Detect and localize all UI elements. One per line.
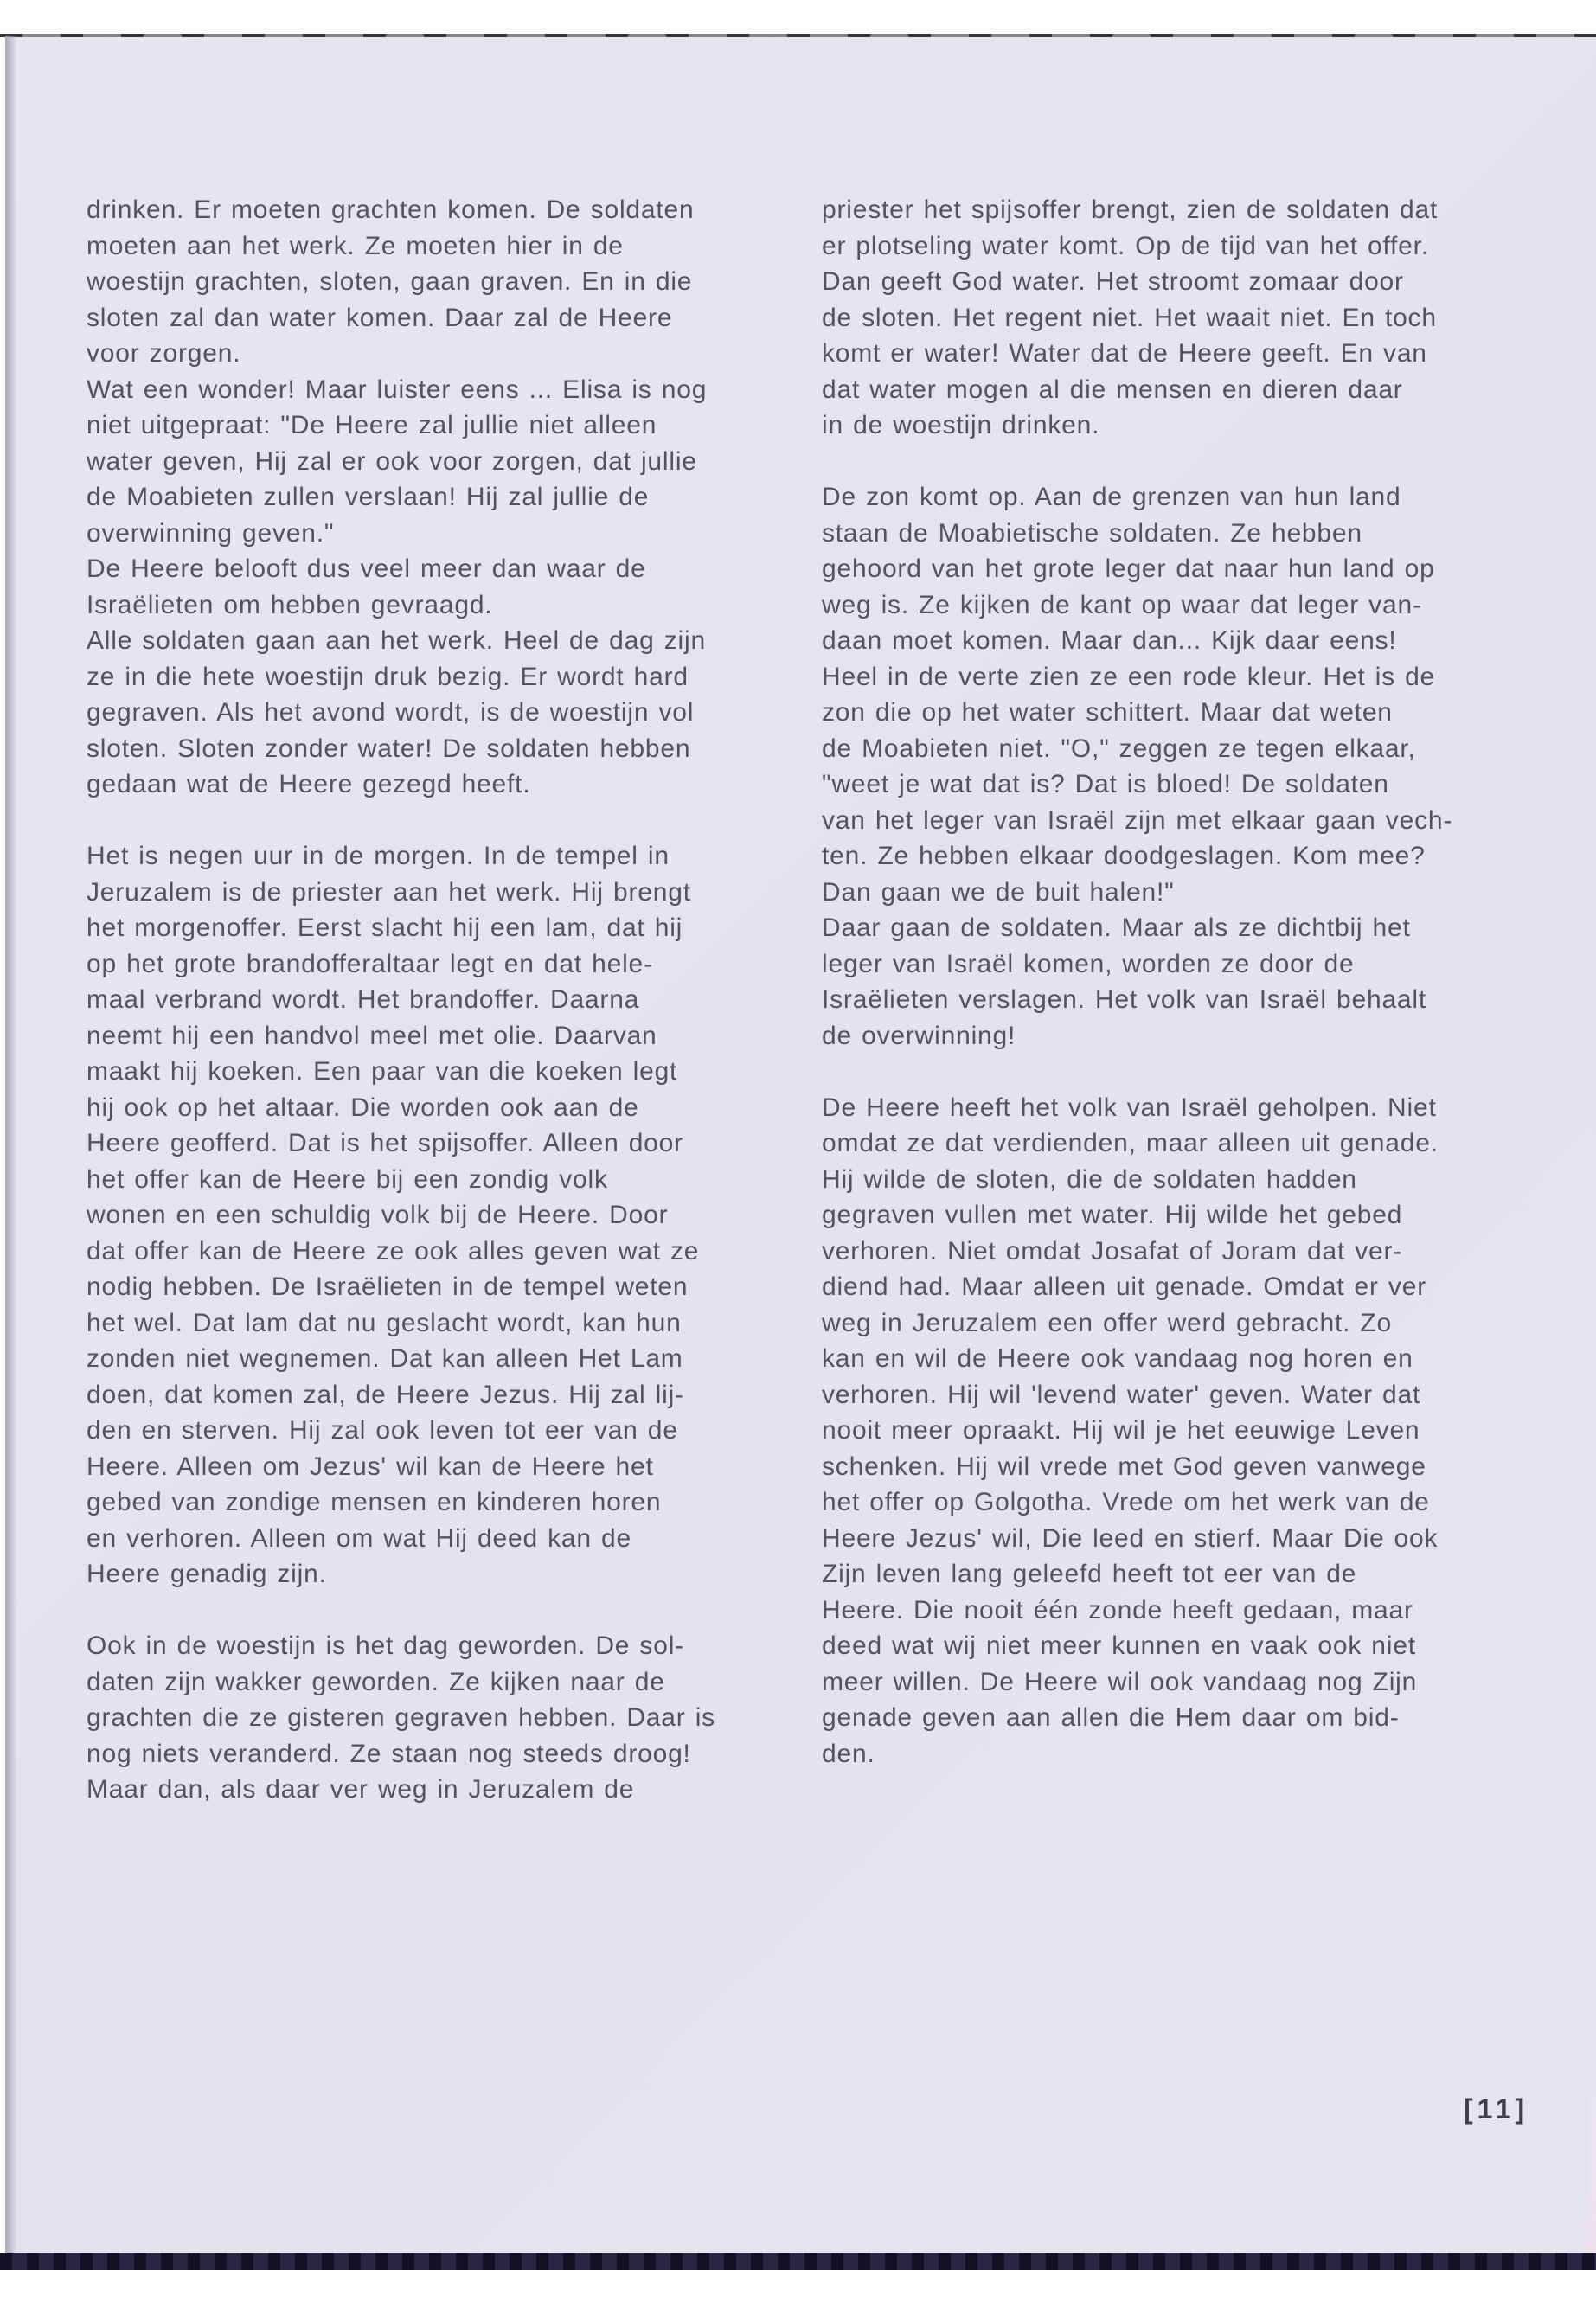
text-line: Israëlieten verslagen. Het volk van Israël behaalt [822, 985, 1427, 1014]
page-number: [11] [1464, 2093, 1529, 2125]
text-line: meer willen. De Heere wil ook vandaag nog Zijn [822, 1667, 1418, 1696]
text-line: zon die op het water schittert. Maar dat weten [822, 698, 1393, 727]
text-line: De Heere heeft het volk van Israël geholpen. Niet [822, 1093, 1437, 1122]
text-line: woestijn grachten, sloten, gaan graven. En in die [87, 267, 693, 296]
text-line: staan de Moabietische soldaten. Ze hebben [822, 518, 1362, 548]
text-line: overwinning geven." [87, 518, 335, 548]
scan-bottom-edge [0, 2253, 1596, 2270]
text-line: zonden niet wegnemen. Dat kan alleen Het Lam [87, 1344, 683, 1373]
text-line: verhoren. Hij wil 'levend water' geven. Water dat [822, 1380, 1421, 1409]
text-line: het morgenoffer. Eerst slacht hij een lam, dat hij [87, 913, 683, 942]
text-line: nog niets veranderd. Ze staan nog steeds droog! [87, 1739, 691, 1768]
text-line: voor zorgen. [87, 339, 241, 368]
text-line: Het is negen uur in de morgen. In de tempel in [87, 842, 670, 870]
text-line: op het grote brandofferaltaar legt en dat hele- [87, 949, 653, 978]
text-line: Heere. Alleen om Jezus' wil kan de Heere het [87, 1452, 654, 1481]
text-line: neemt hij een handvol meel met olie. Daarvan [87, 1021, 657, 1050]
text-line: deed wat wij niet meer kunnen en vaak ook niet [822, 1631, 1416, 1660]
text-line: priester het spijsoffer brengt, zien de soldaten dat [822, 195, 1439, 224]
text-line: Hij wilde de sloten, die de soldaten hadden [822, 1164, 1357, 1194]
text-line: gehoord van het grote leger dat naar hun land op [822, 554, 1435, 583]
text-line: drinken. Er moeten grachten komen. De soldaten [87, 195, 695, 224]
text-line: Ook in de woestijn is het dag geworden. De sol- [87, 1631, 684, 1660]
text-line: hij ook op het altaar. Die worden ook aan de [87, 1093, 639, 1122]
text-line: "weet je wat dat is? Dat is bloed! De soldaten [822, 770, 1389, 798]
text-line: sloten zal dan water komen. Daar zal de Heere [87, 303, 673, 332]
text-line: het offer kan de Heere bij een zondig volk [87, 1164, 608, 1194]
text-line: ten. Ze hebben elkaar doodgeslagen. Kom mee? [822, 842, 1426, 870]
text-line: komt er water! Water dat de Heere geeft. En van [822, 339, 1427, 368]
text-line: in de woestijn drinken. [822, 411, 1100, 439]
text-line: gegraven vullen met water. Hij wilde het gebed [822, 1201, 1403, 1229]
text-line: wonen en een schuldig volk bij de Heere. Door [87, 1201, 669, 1229]
text-line: dat offer kan de Heere ze ook alles geven wat ze [87, 1236, 700, 1266]
text-line: Heere Jezus' wil, Die leed en stierf. Maar Die ook [822, 1523, 1439, 1553]
text-line: sloten. Sloten zonder water! De soldaten hebben [87, 734, 691, 763]
text-line: kan en wil de Heere ook vandaag nog horen en [822, 1344, 1413, 1373]
text-line: maal verbrand wordt. Het brandoffer. Daarna [87, 985, 640, 1014]
text-line: Heere. Die nooit één zonde heeft gedaan, maar [822, 1595, 1413, 1625]
text-line: genade geven aan allen die Hem daar om bid- [822, 1703, 1400, 1732]
scan-left-edge-shadow [5, 36, 17, 2253]
text-line: Dan geeft God water. Het stroomt zomaar door [822, 267, 1404, 296]
text-line: Dan gaan we de buit halen!" [822, 877, 1175, 907]
text-line: het offer op Golgotha. Vrede om het werk van de [822, 1488, 1430, 1516]
text-line: den. [822, 1739, 875, 1768]
text-line: er plotseling water komt. Op de tijd van het offer. [822, 231, 1429, 260]
text-line [822, 1054, 1505, 1090]
text-line: doen, dat komen zal, de Heere Jezus. Hij zal lij- [87, 1380, 684, 1409]
scan-right-edge-sliver [1588, 2093, 1596, 2253]
text-line: Israëlieten om hebben gevraagd. [87, 590, 493, 619]
text-line: weg is. Ze kijken de kant op waar dat leger van- [822, 590, 1422, 619]
text-column-right [822, 192, 1505, 1772]
text-line: nooit meer opraakt. Hij wil je het eeuwige Leven [822, 1416, 1420, 1445]
text-line: maakt hij koeken. Een paar van die koeken legt [87, 1057, 678, 1086]
text-line: gebed van zondige mensen en kinderen horen [87, 1488, 662, 1516]
text-line: het wel. Dat lam dat nu geslacht wordt, kan hun [87, 1308, 682, 1337]
text-line: daan moet komen. Maar dan... Kijk daar eens! [822, 626, 1397, 655]
text-line: De Heere belooft dus veel meer dan waar de [87, 554, 646, 583]
text-line [87, 1593, 770, 1629]
text-line: Heere genadig zijn. [87, 1560, 327, 1588]
text-line: verhoren. Niet omdat Josafat of Joram dat ver- [822, 1236, 1403, 1266]
text-line: Jeruzalem is de priester aan het werk. Hij brengt [87, 877, 691, 907]
text-line: water geven, Hij zal er ook voor zorgen, dat jullie [87, 446, 697, 476]
text-line: moeten aan het werk. Ze moeten hier in de [87, 231, 624, 260]
text-line: gedaan wat de Heere gezegd heeft. [87, 770, 531, 798]
text-line: nodig hebben. De Israëlieten in de tempel weten [87, 1272, 689, 1301]
text-line [87, 803, 770, 839]
text-line: diend had. Maar alleen uit genade. Omdat er ver [822, 1272, 1426, 1301]
text-line: van het leger van Israël zijn met elkaar gaan vech- [822, 805, 1453, 835]
text-line: ze in die hete woestijn druk bezig. Er wordt hard [87, 662, 689, 691]
text-line [822, 444, 1505, 480]
text-line: grachten die ze gisteren gegraven hebben. Daar is [87, 1703, 715, 1732]
text-line: gegraven. Als het avond wordt, is de woestijn vol [87, 698, 695, 727]
text-line: leger van Israël komen, worden ze door de [822, 949, 1355, 978]
text-line: Heere geofferd. Dat is het spijsoffer. Alleen door [87, 1129, 683, 1157]
text-column-left [87, 192, 770, 1808]
text-line: Heel in de verte zien ze een rode kleur. Het is de [822, 662, 1436, 691]
text-line: de Moabieten zullen verslaan! Hij zal jullie de [87, 483, 650, 511]
text-line: dat water mogen al die mensen en dieren daar [822, 375, 1403, 404]
text-line: Maar dan, als daar ver weg in Jeruzalem de [87, 1775, 635, 1804]
text-line: de sloten. Het regent niet. Het waait niet. En toch [822, 303, 1437, 332]
text-line: Alle soldaten gaan aan het werk. Heel de dag zijn [87, 626, 706, 655]
text-line: niet uitgepraat: "De Heere zal jullie niet alleen [87, 411, 657, 439]
text-line: den en sterven. Hij zal ook leven tot eer van de [87, 1416, 678, 1445]
text-line: Wat een wonder! Maar luister eens ... Elisa is nog [87, 375, 708, 404]
text-line: schenken. Hij wil vrede met God geven vanwege [822, 1452, 1426, 1481]
text-line: de overwinning! [822, 1021, 1016, 1050]
text-line: en verhoren. Alleen om wat Hij deed kan de [87, 1523, 631, 1553]
text-line: Zijn leven lang geleefd heeft tot eer van de [822, 1560, 1357, 1588]
text-line: omdat ze dat verdienden, maar alleen uit genade. [822, 1129, 1439, 1157]
text-line: weg in Jeruzalem een offer werd gebracht. Zo [822, 1308, 1392, 1337]
scan-top-edge [0, 34, 1596, 37]
text-line: de Moabieten niet. "O," zeggen ze tegen elkaar, [822, 734, 1416, 763]
text-line: daten zijn wakker geworden. Ze kijken naar de [87, 1667, 665, 1696]
text-line: De zon komt op. Aan de grenzen van hun land [822, 483, 1401, 511]
text-line: Daar gaan de soldaten. Maar als ze dichtbij het [822, 913, 1411, 942]
